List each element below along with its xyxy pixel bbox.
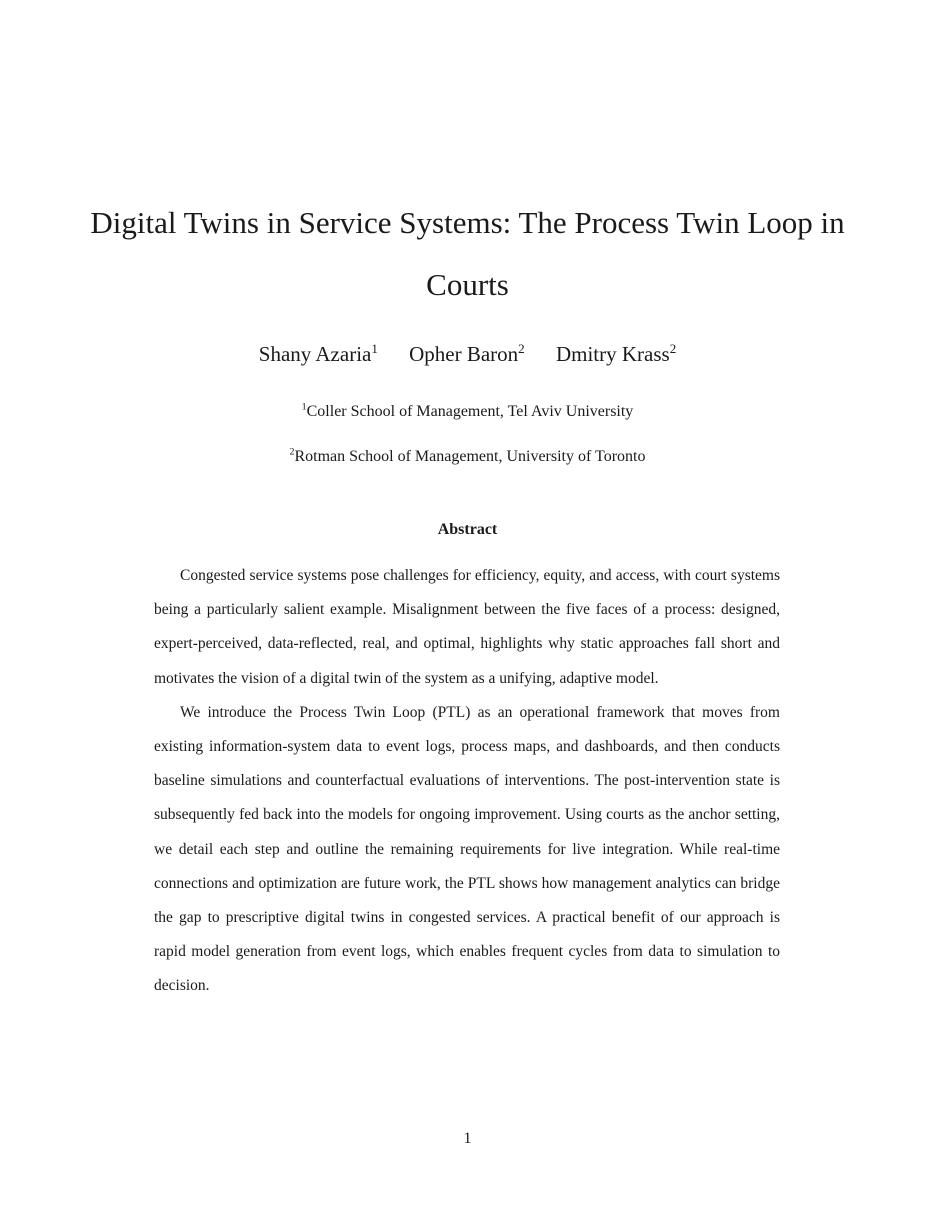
abstract-paragraph-2: We introduce the Process Twin Loop (PTL) as an operational framework that moves from existing information-system data to event logs, process maps, and dashboards, and then conducts baseline simulations and counterfactual evaluations of interventions. The post-intervention state is subsequently fed back into the models for ongoing improvement. Using courts as the anchor setting, we detail each step and outline the remaining requirements for live integration. While real-time connections and optimization are future work, the PTL shows how management analytics can bridge the gap to prescriptive digital twins in congested services. A practical benefit of our approach is rapid model generation from event logs, which enables frequent cycles from data to simulation to decision. [154,703,780,995]
author-list [60,340,875,368]
author-3 [556,340,676,368]
abstract-heading: Abstract [437,521,498,538]
author-affil-mark: 1 [371,341,378,356]
author-name: Shany Azaria [258,342,372,366]
author-2 [409,340,525,368]
author-name: Dmitry Krass [555,342,670,366]
affiliation-mark: 1 [301,401,307,413]
affiliation-2 [60,446,875,468]
affiliation-1 [60,401,875,423]
affiliation-text: Coller School of Management, Tel Aviv University [306,403,634,420]
author-affil-mark: 2 [518,341,525,356]
author-name: Opher Baron [409,342,519,366]
abstract-body [154,559,780,1004]
affiliation-text: Rotman School of Management, University of Toronto [294,448,646,465]
affiliation-mark: 2 [289,446,295,458]
paper-title: Digital Twins in Service Systems: The Process Twin Loop in Courts [90,205,845,302]
author-affil-mark: 2 [669,341,677,356]
abstract-paragraph-1: Congested service systems pose challenges for efficiency, equity, and access, with court systems being a particularly salient example. Misalignment between the five faces of a process: designed, expert-perceived, data-reflected, real, and optimal, highlights why static approaches fall short and motivates the vision of a digital twin of the system as a unifying, adaptive model. [154,567,780,687]
author-1 [259,340,378,368]
page-number: 1 [463,1130,472,1147]
